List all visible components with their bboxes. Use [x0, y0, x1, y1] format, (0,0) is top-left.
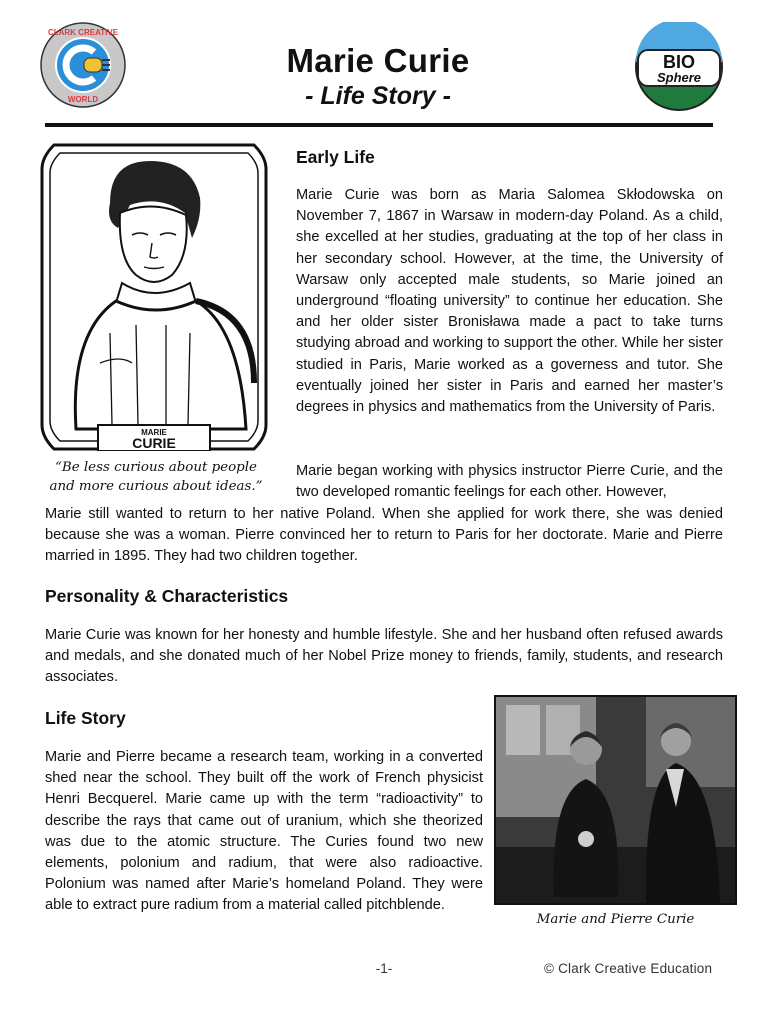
- svg-text:WORLD: WORLD: [67, 95, 99, 104]
- svg-text:MARIE: MARIE: [141, 428, 167, 437]
- svg-text:BIO: BIO: [662, 52, 696, 72]
- early-life-heading: Early Life: [296, 147, 375, 167]
- life-story-heading: Life Story: [45, 708, 126, 728]
- portrait-illustration: [40, 143, 268, 451]
- biosphere-logo: [634, 22, 724, 112]
- portrait-quote: “Be less curious about people and more curious about ideas.”: [49, 460, 263, 494]
- svg-text:CLARK CREATIVE: CLARK CREATIVE: [47, 28, 119, 37]
- personality-heading: Personality & Characteristics: [45, 586, 289, 606]
- copyright-notice: © Clark Creative Education: [544, 961, 713, 976]
- page-subtitle: - Life Story -: [305, 82, 451, 110]
- clark-creative-world-logo: [40, 22, 126, 108]
- personality-paragraph: Marie Curie was known for her honesty and humble lifestyle. She and her husband often refused awards and medals, and she donated much of her Nobel Prize money to friends, family, students, and research associates.: [45, 627, 723, 686]
- early-life-paragraph-2-part-2: Marie still wanted to return to her native Poland. When she applied for work there, she was denied because she was a woman. Pierre convinced her to return to Paris for her doctorate. Marie and Pierre married in 1895. They had two children together.: [45, 506, 723, 565]
- curie-photo: [494, 695, 737, 905]
- photo-caption: Marie and Pierre Curie: [536, 912, 695, 927]
- page-number: -1-: [375, 961, 393, 976]
- early-life-paragraph-1: Marie Curie was born as Maria Salomea Skłodowska on November 7, 1867 in Warsaw in modern-day Poland. As a child, she excelled at her studies, graduating at the top of her class in her secondary school. However, at the time, the University of Warsaw only accepted male students, so Marie joined an underground “floating university” to continue her education. She and her older sister Bronisława made a pact to take turns studying abroad and working to support the other. While her sister studied in Paris, Marie worked as a governess and tutor. She eventually joined her sister in Paris and earned her master’s degrees in physics and mathematics from the University of Paris.: [296, 187, 723, 416]
- page-title: Marie Curie: [286, 42, 470, 79]
- header-divider: [45, 123, 713, 127]
- life-story-paragraph: Marie and Pierre became a research team, working in a converted shed near the school. They built off the work of French physicist Henri Becquerel. Marie came up with the term “radioactivity” to describe the rays that came out of uranium, which she theorized was due to the atomic structure. The Curies found two new elements, polonium and radium, that were also radioactive. Polonium was named after Marie’s homeland Poland. They were able to extract pure radium from a material called pitchblende.: [45, 749, 483, 914]
- svg-text:Sphere: Sphere: [656, 70, 702, 85]
- svg-text:CURIE: CURIE: [132, 435, 176, 451]
- early-life-paragraph-2-part-1: Marie began working with physics instructor Pierre Curie, and the two developed romantic feelings for each other. However,: [296, 463, 723, 501]
